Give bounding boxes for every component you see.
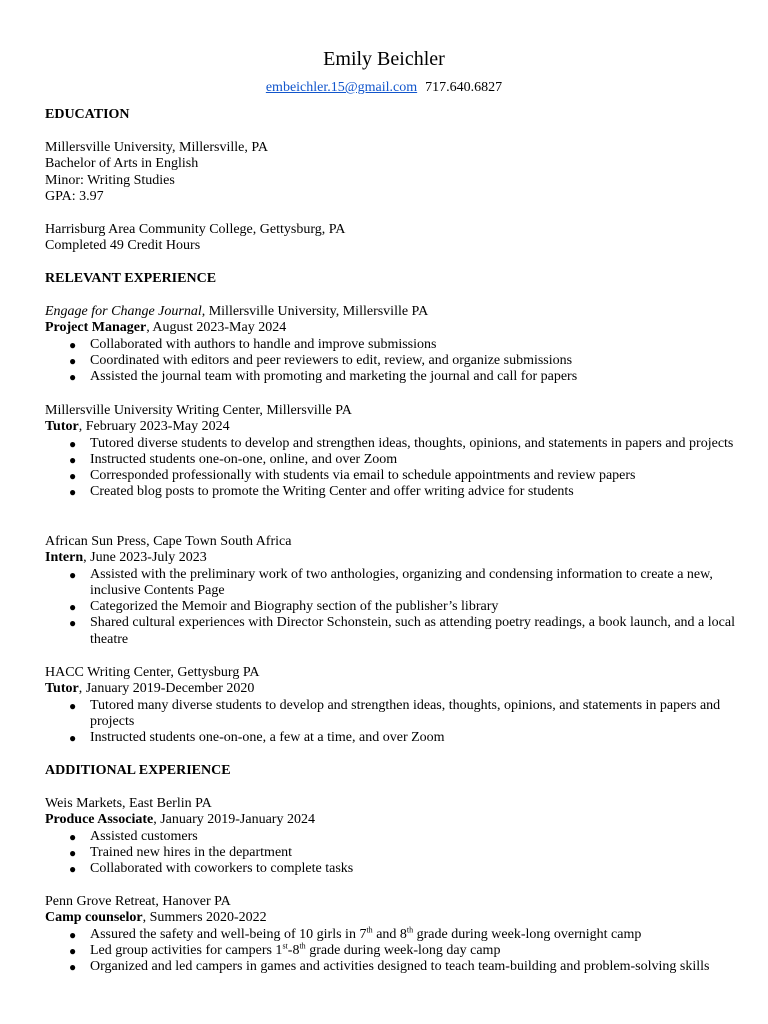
list-item [45,615,735,648]
role-title: Produce Associate [45,812,154,828]
bullet-text: Instructed students one-on-one, a few at a time, and over Zoom [90,730,445,746]
role-title: Tutor [45,419,79,435]
bullet-icon: ● [69,452,77,467]
bullet-icon: ● [69,698,77,713]
bullet-text: Tutored diverse students to develop and strengthen ideas, thoughts, opinions, and statements in papers and projects [90,435,734,451]
minor: Minor: Writing Studies [45,172,175,188]
bullet-icon: ● [69,731,77,746]
gpa: GPA: 3.97 [45,188,104,204]
bullet-icon: ● [69,862,77,877]
list-item [45,861,735,877]
role-title: Tutor [45,681,79,697]
bullet-text: Assured the safety and well-being of 10 girls in 7th and 8th grade during week-long overnight camp [90,924,642,942]
experience-entry-african-sun-press [45,534,735,648]
bullet-icon: ● [69,960,77,975]
bullet-text: Categorized the Memoir and Biography section of the publisher’s library [90,599,499,615]
bullet-icon: ● [69,370,77,385]
list-item [45,484,735,500]
phone-number: 717.640.6827 [425,80,503,95]
bullet-icon: ● [69,337,77,352]
section-heading-additional-experience: ADDITIONAL EXPERIENCE [45,763,231,778]
list-item [45,353,735,369]
position [45,550,735,566]
role-title: Project Manager [45,320,147,336]
role-dates: , February 2023-May 2024 [78,419,230,435]
role-dates: , Summers 2020-2022 [142,910,267,926]
list-item [45,369,735,385]
bullet-text: Organized and led campers in games and activities designed to teach team-building and problem-solving skills [90,959,710,975]
bullet-text: Led group activities for campers 1st-8th grade during week-long day camp [90,941,501,958]
bullet-list [45,337,735,386]
bullet-text: Corresponded professionally with students via email to schedule appointments and review papers [90,468,636,484]
section-heading-education: EDUCATION [45,107,130,122]
list-item [45,829,735,845]
organization: Penn Grove Retreat, Hanover PA [45,894,231,909]
list-item [45,599,735,615]
position [45,681,735,697]
bullet-icon: ● [69,845,77,860]
bullet-text: Coordinated with editors and peer reviewers to edit, review, and organize submissions [90,352,573,368]
bullet-text: Created blog posts to promote the Writing Center and offer writing advice for students [90,484,574,500]
bullet-text: Assisted the journal team with promoting and marketing the journal and call for papers [90,369,578,385]
list-item [45,730,735,746]
list-item [45,943,735,959]
list-item [45,845,735,861]
experience-entry-penn-grove-retreat [45,894,735,975]
email-link[interactable]: embeichler.15@gmail.com [265,80,418,95]
role-dates: , January 2019-December 2020 [78,681,255,697]
school-name: Harrisburg Area Community College, Gettysburg, PA [45,222,346,237]
list-item [45,567,735,600]
bullet-text: Collaborated with authors to handle and improve submissions [90,336,437,352]
experience-entry-engage-for-change [45,304,735,385]
experience-entry-mu-writing-center [45,403,735,501]
contact-line [45,80,723,96]
list-item [45,436,735,452]
section-heading-relevant-experience: RELEVANT EXPERIENCE [45,271,217,286]
bullet-text: Assisted customers [90,828,198,844]
bullet-list [45,924,735,976]
role-title: Camp counselor [45,910,143,926]
bullet-list [45,829,735,878]
bullet-icon: ● [69,567,77,582]
organization: HACC Writing Center, Gettysburg PA [45,665,260,680]
bullet-text: Trained new hires in the department [90,844,293,860]
list-item [45,452,735,468]
list-item [45,959,735,975]
journal-title: Engage for Change Journal [45,304,202,319]
list-item [45,924,735,943]
bullet-list [45,567,735,648]
education-entry-hacc [45,222,735,255]
degree: Bachelor of Arts in English [45,156,199,172]
bullet-text: Tutored many diverse students to develop and strengthen ideas, thoughts, opinions, and statements in papers and projects [90,697,721,729]
bullet-list [45,698,735,747]
list-item [45,337,735,353]
role-dates: , August 2023-May 2024 [146,320,287,336]
role-dates: , June 2023-July 2023 [83,550,207,566]
list-item [45,698,735,731]
bullet-icon: ● [69,927,77,942]
organization: Weis Markets, East Berlin PA [45,796,212,811]
bullet-icon: ● [69,943,77,958]
bullet-icon: ● [69,436,77,451]
organization: African Sun Press, Cape Town South Africa [45,534,292,549]
school-name: Millersville University, Millersville, PA [45,140,268,155]
experience-entry-hacc-writing-center [45,665,735,746]
bullet-list [45,436,735,501]
resume-name: Emily Beichler [323,48,445,70]
list-item [45,468,735,484]
organization: Millersville University Writing Center, Millersville PA [45,403,352,418]
credit-hours: Completed 49 Credit Hours [45,238,201,254]
bullet-icon: ● [69,829,77,844]
bullet-icon: ● [69,469,77,484]
bullet-icon: ● [69,600,77,615]
bullet-icon: ● [69,485,77,500]
position [45,419,735,435]
bullet-text: Collaborated with coworkers to complete tasks [90,861,354,877]
education-entry-millersville [45,140,735,205]
position [45,320,735,336]
bullet-icon: ● [69,616,77,631]
position [45,910,735,926]
role-title: Intern [45,550,84,566]
bullet-text: Shared cultural experiences with Director Schonstein, such as attending poetry readings, a book launch, and a local theatre [90,615,735,647]
organization-location: , Millersville University, Millersville PA [201,304,429,319]
bullet-text: Instructed students one-on-one, online, and over Zoom [90,451,398,467]
organization [45,304,735,320]
bullet-icon: ● [69,353,77,368]
bullet-text: Assisted with the preliminary work of two anthologies, organizing and condensing information to create a new, inclusive Contents Page [90,566,713,598]
position [45,812,735,828]
experience-entry-weis-markets [45,796,735,877]
role-dates: , January 2019-January 2024 [153,812,315,828]
